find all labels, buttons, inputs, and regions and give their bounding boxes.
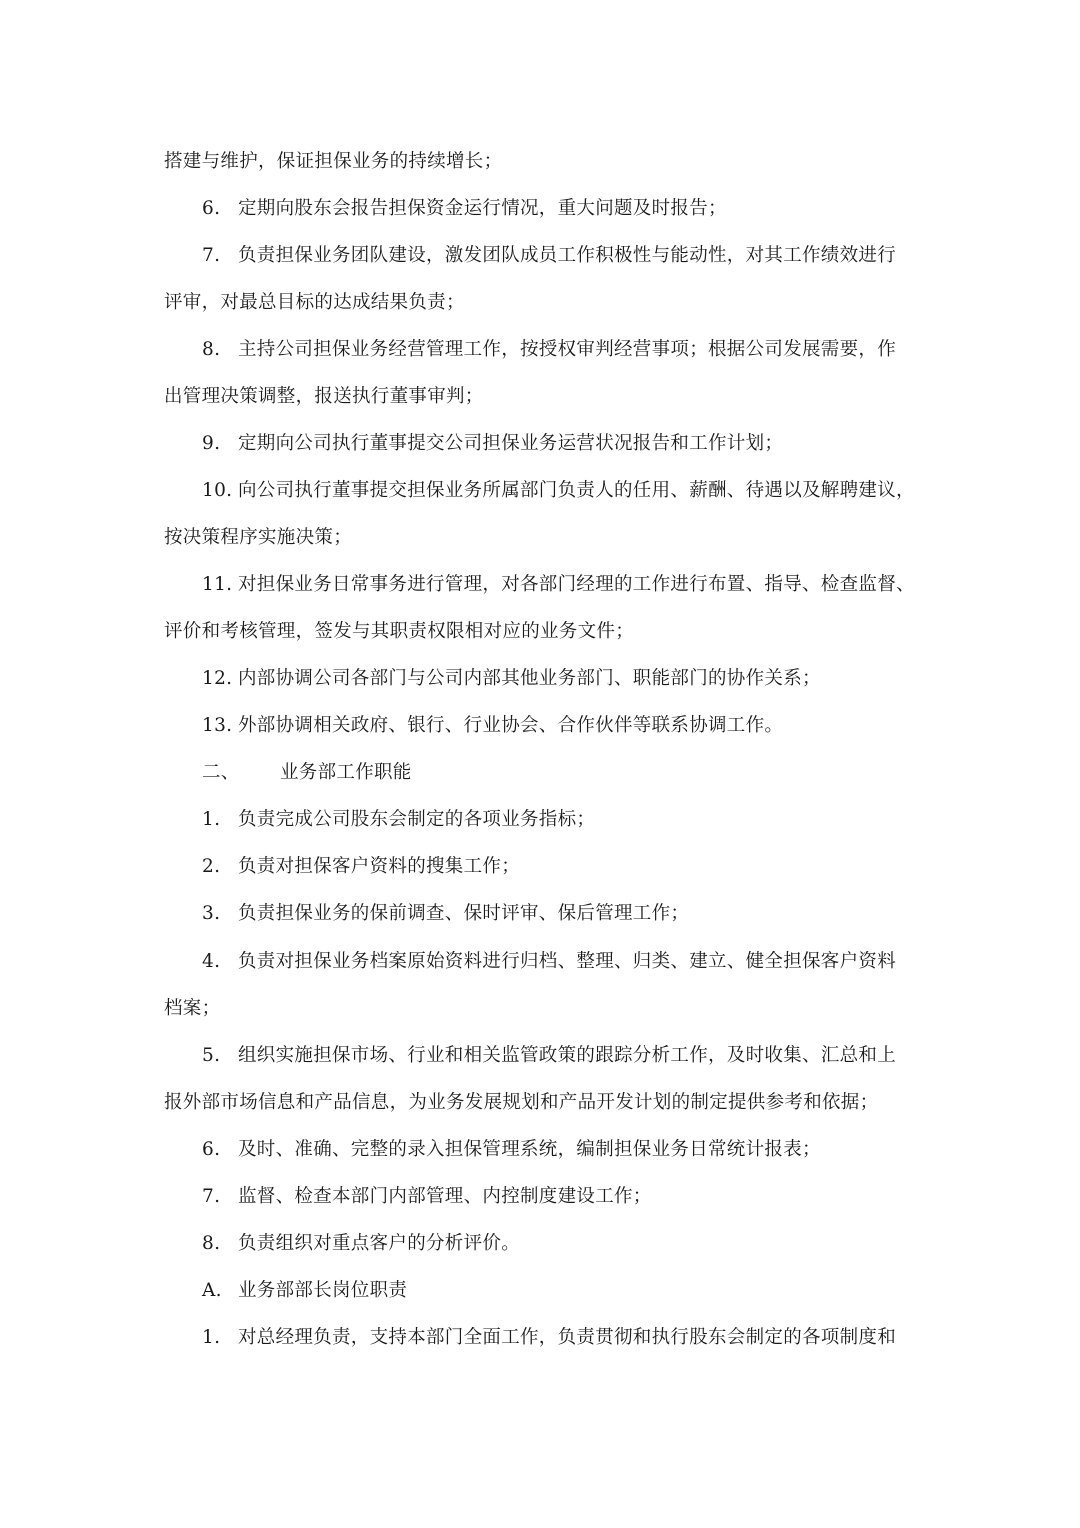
list-number: 12.: [202, 668, 233, 689]
paragraph-continuation: 档案；: [164, 998, 221, 1019]
paragraph-continuation: 报外部市场信息和产品信息，为业务发展规划和产品开发计划的制定提供参考和依据；: [164, 1092, 879, 1113]
list-item: 2. 负责对担保客户资料的搜集工作；: [202, 854, 520, 880]
subsection-heading: A. 业务部部长岗位职责: [202, 1278, 407, 1304]
list-item: 11. 对担保业务日常事务进行管理，对各部门经理的工作进行布置、指导、检查监督、: [202, 572, 915, 598]
list-item: 8. 负责组织对重点客户的分析评价。: [202, 1231, 520, 1257]
list-number: 1.: [202, 1327, 221, 1348]
list-number: 8.: [202, 339, 221, 360]
list-item: 6. 定期向股东会报告担保资金运行情况，重大问题及时报告；: [202, 196, 727, 222]
list-number: 11.: [202, 574, 233, 595]
list-number: 4.: [202, 951, 221, 972]
list-number: 10.: [202, 480, 233, 501]
section-heading: 二、 业务部工作职能: [202, 760, 412, 786]
list-item: 7. 监督、检查本部门内部管理、内控制度建设工作；: [202, 1184, 652, 1210]
list-number: 7.: [202, 1186, 221, 1207]
list-number: 5.: [202, 1045, 221, 1066]
list-item: 6. 及时、准确、完整的录入担保管理系统，编制担保业务日常统计报表；: [202, 1137, 821, 1163]
paragraph-continuation: 出管理决策调整，报送执行董事审判；: [164, 386, 484, 407]
paragraph-continuation: 评审，对最总目标的达成结果负责；: [164, 292, 465, 313]
section-number: 二、: [202, 762, 240, 783]
list-number: 2.: [202, 856, 221, 877]
list-number: 3.: [202, 903, 221, 924]
list-number: 7.: [202, 245, 221, 266]
list-number: 6.: [202, 198, 221, 219]
paragraph-continuation: 评价和考核管理，签发与其职责权限相对应的业务文件；: [164, 621, 635, 642]
list-item: 9. 定期向公司执行董事提交公司担保业务运营状况报告和工作计划；: [202, 431, 783, 457]
subsection-letter: A.: [202, 1280, 222, 1301]
list-item: 4. 负责对担保业务档案原始资料进行归档、整理、归类、建立、健全担保客户资料: [202, 949, 896, 975]
list-item: 12. 内部协调公司各部门与公司内部其他业务部门、职能部门的协作关系；: [202, 666, 821, 692]
list-item: 13. 外部协调相关政府、银行、行业协会、合作伙伴等联系协调工作。: [202, 713, 783, 739]
list-item: 10. 向公司执行董事提交担保业务所属部门负责人的任用、薪酬、待遇以及解聘建议，: [202, 478, 915, 504]
list-number: 1.: [202, 809, 221, 830]
list-item: 3. 负责担保业务的保前调查、保时评审、保后管理工作；: [202, 901, 689, 927]
list-number: 6.: [202, 1139, 221, 1160]
list-item: 1. 负责完成公司股东会制定的各项业务指标；: [202, 807, 595, 833]
list-number: 13.: [202, 715, 233, 736]
list-number: 9.: [202, 433, 221, 454]
list-item: 5. 组织实施担保市场、行业和相关监管政策的跟踪分析工作，及时收集、汇总和上: [202, 1043, 896, 1069]
list-item: 8. 主持公司担保业务经营管理工作，按授权审判经营事项；根据公司发展需要，作: [202, 337, 896, 363]
list-number: 8.: [202, 1233, 221, 1254]
list-item: 1. 对总经理负责，支持本部门全面工作，负责贯彻和执行股东会制定的各项制度和: [202, 1325, 896, 1351]
paragraph-continuation: 按决策程序实施决策；: [164, 527, 353, 548]
paragraph-continuation: 搭建与维护，保证担保业务的持续增长；: [164, 151, 503, 172]
list-item: 7. 负责担保业务团队建设，激发团队成员工作积极性与能动性，对其工作绩效进行: [202, 243, 896, 269]
